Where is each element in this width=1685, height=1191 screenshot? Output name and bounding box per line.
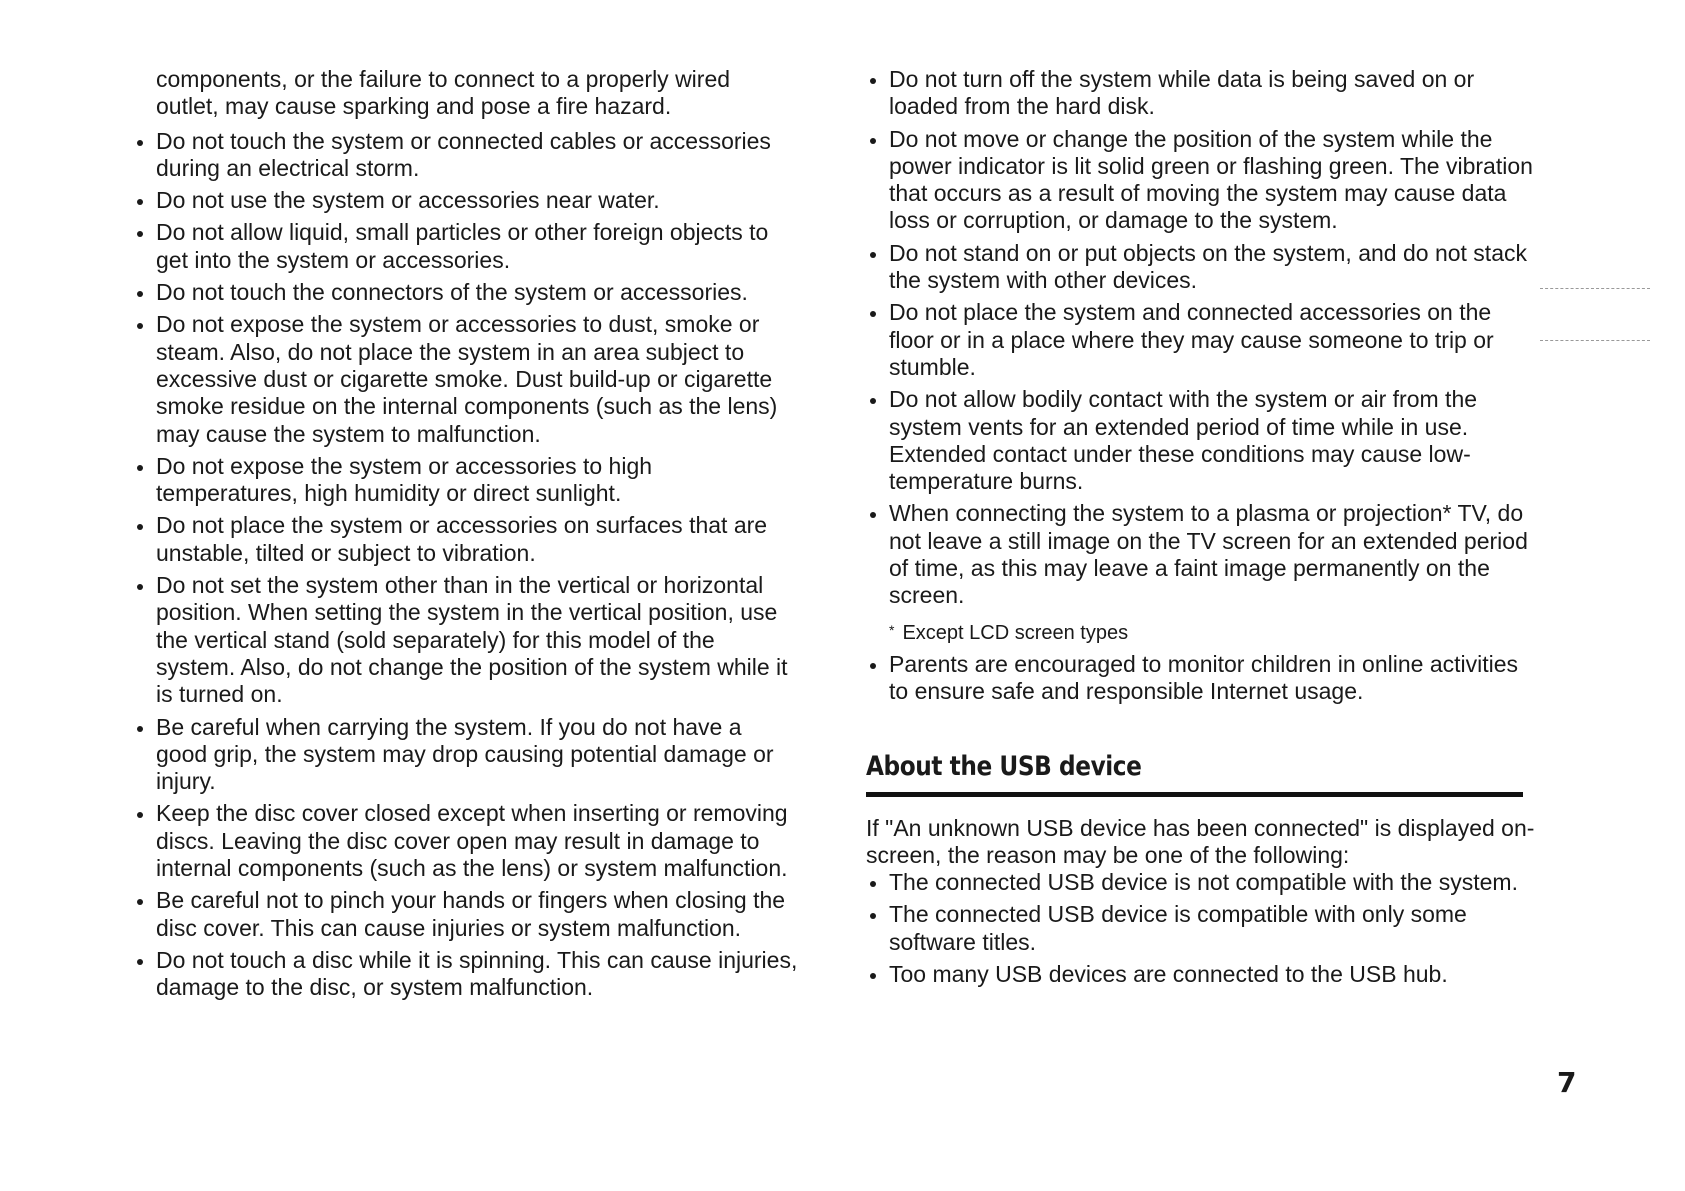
list-item: The connected USB device is not compatible with the system. bbox=[866, 869, 1536, 896]
list-item: Keep the disc cover closed except when inserting or removing discs. Leaving the disc cover open may result in damage to internal components (such as the lens) or system malfunction. bbox=[133, 800, 798, 882]
list-item: Do not touch the system or connected cables or accessories during an electrical storm. bbox=[133, 128, 798, 183]
left-column bbox=[133, 66, 798, 1002]
list-item: Do not touch the connectors of the system or accessories. bbox=[133, 279, 798, 306]
usb-intro-paragraph: If "An unknown USB device has been connected" is displayed on-screen, the reason may be one of the following: bbox=[866, 814, 1535, 868]
usb-bullet-list bbox=[866, 869, 1536, 988]
list-item: Do not set the system other than in the vertical or horizontal position. When setting the system in the vertical position, use the vertical stand (sold separately) for this model of the system. Also, do not change the position of the system while it is turned on. bbox=[133, 572, 798, 708]
footnote-marker: * bbox=[889, 621, 895, 638]
list-item: When connecting the system to a plasma or projection* TV, do not leave a still image on the TV screen for an extended period of time, as this may leave a faint image permanently on the screen. bbox=[866, 500, 1536, 609]
list-item: Do not allow liquid, small particles or other foreign objects to get into the system or accessories. bbox=[133, 219, 798, 274]
list-item: The connected USB device is compatible with only some software titles. bbox=[866, 901, 1536, 956]
list-item: Do not stand on or put objects on the system, and do not stack the system with other devices. bbox=[866, 240, 1536, 295]
section-divider bbox=[866, 792, 1523, 797]
list-item: Do not expose the system or accessories to dust, smoke or steam. Also, do not place the system in an area subject to excessive dust or cigarette smoke. Dust build-up or cigarette smoke residue on the internal components (such as the lens) may cause the system to malfunction. bbox=[133, 311, 798, 447]
list-item: Do not place the system and connected accessories on the floor or in a place where they may cause someone to trip or stumble. bbox=[866, 299, 1536, 381]
continuation-paragraph: components, or the failure to connect to a properly wired outlet, may cause sparking and pose a fire hazard. bbox=[156, 66, 731, 120]
list-item: Do not allow bodily contact with the system or air from the system vents for an extended period of time while in use. Extended contact under these conditions may cause low-temperature burns. bbox=[866, 386, 1536, 495]
page-number: 7 bbox=[1557, 1066, 1577, 1099]
scan-artifact bbox=[1540, 288, 1650, 342]
right-bullet-list-continued bbox=[866, 651, 1536, 706]
list-item: Do not move or change the position of the system while the power indicator is lit solid green or flashing green. The vibration that occurs as a result of moving the system may cause data loss or corruption, or damage to the system. bbox=[866, 126, 1536, 235]
right-column bbox=[866, 66, 1536, 988]
footnote bbox=[866, 617, 1536, 647]
list-item: Do not touch a disc while it is spinning. This can cause injuries, damage to the disc, or system malfunction. bbox=[133, 947, 798, 1002]
list-item: Do not use the system or accessories near water. bbox=[133, 187, 798, 214]
list-item: Parents are encouraged to monitor children in online activities to ensure safe and responsible Internet usage. bbox=[866, 651, 1536, 706]
list-item: Do not turn off the system while data is being saved on or loaded from the hard disk. bbox=[866, 66, 1536, 121]
right-bullet-list bbox=[866, 66, 1536, 610]
list-item: Do not expose the system or accessories to high temperatures, high humidity or direct sunlight. bbox=[133, 453, 798, 508]
list-item: Do not place the system or accessories on surfaces that are unstable, tilted or subject to vibration. bbox=[133, 512, 798, 567]
list-item: Too many USB devices are connected to the USB hub. bbox=[866, 961, 1536, 988]
list-item: Be careful not to pinch your hands or fingers when closing the disc cover. This can cause injuries or system malfunction. bbox=[133, 887, 798, 942]
footnote-text: Except LCD screen types bbox=[902, 621, 1129, 644]
left-bullet-list bbox=[133, 128, 798, 1002]
list-item: Be careful when carrying the system. If you do not have a good grip, the system may drop causing potential damage or injury. bbox=[133, 714, 798, 796]
section-title: About the USB device bbox=[866, 750, 1142, 782]
